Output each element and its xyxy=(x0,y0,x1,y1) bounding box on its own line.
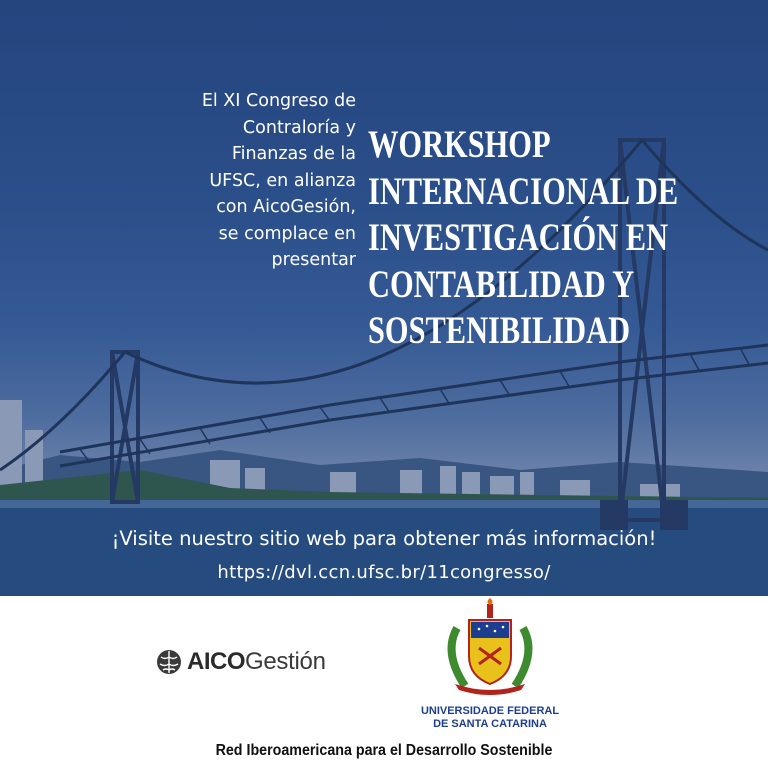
intro-line: se complace en xyxy=(218,223,356,244)
aico-brand-light: Gestión xyxy=(245,648,326,675)
network-name: Red Iberoamericana para el Desarrollo Sostenible xyxy=(215,742,553,759)
title-line: WORKSHOP xyxy=(368,123,551,166)
intro-line: presentar xyxy=(271,250,356,270)
intro-line: UFSC, en alianza xyxy=(209,170,356,191)
visit-website-text: ¡Visite nuestro sitio web para obtener más información! xyxy=(111,527,657,550)
intro-line: Finanzas de la xyxy=(231,144,356,164)
intro-line: Contraloría y xyxy=(242,117,356,138)
aico-brand-bold: AICO xyxy=(187,648,245,675)
title-line: INTERNACIONAL DE xyxy=(368,169,679,213)
intro-line: con AicoGesión, xyxy=(216,197,356,217)
logos-panel xyxy=(0,596,768,768)
title-line: SOSTENIBILIDAD xyxy=(368,309,631,352)
title-line: CONTABILIDAD Y xyxy=(368,262,635,306)
ufsc-crest-icon xyxy=(435,598,545,698)
congress-url-link[interactable]: https://dvl.ccn.ufsc.br/11congresso/ xyxy=(217,562,551,583)
aicogestion-logo xyxy=(155,648,326,676)
brain-icon xyxy=(155,648,183,676)
intro-text xyxy=(150,88,356,274)
workshop-title xyxy=(368,122,679,355)
ufsc-name-line2: DE SANTA CATARINA xyxy=(433,718,547,730)
intro-line: El XI Congreso de xyxy=(201,91,356,111)
ufsc-name-line1: UNIVERSIDADE FEDERAL xyxy=(420,705,560,717)
title-line: INVESTIGACIÓN EN xyxy=(368,216,669,259)
